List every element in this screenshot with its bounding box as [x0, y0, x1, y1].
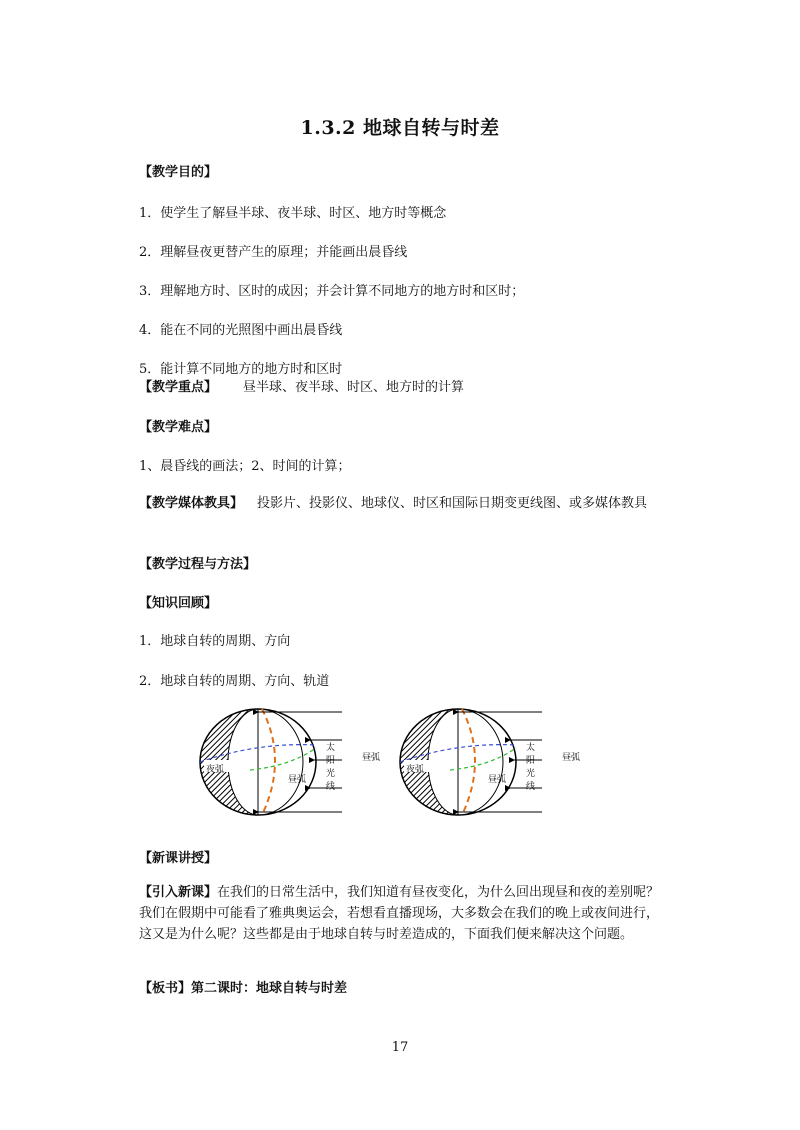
review-item: 2．地球自转的周期、方向、轨道	[139, 674, 330, 689]
goal-item: 4．能在不同的光照图中画出晨昏线	[139, 323, 343, 338]
day-arc-label-inner: 昼弧	[488, 775, 507, 785]
heading-difficulty: 【教学难点】	[139, 420, 218, 435]
intro-paragraph	[139, 882, 669, 945]
night-arc-label: 夜弧	[206, 765, 225, 775]
heading-board: 【板书】	[139, 981, 192, 996]
heading-review: 【知识回顾】	[139, 596, 218, 611]
page-number: 17	[391, 1040, 409, 1055]
night-arc-label: 夜弧	[406, 765, 425, 775]
heading-process: 【教学过程与方法】	[139, 557, 257, 572]
day-arc-label-inner: 昼弧	[288, 775, 307, 785]
heading-focus: 【教学重点】	[139, 380, 218, 395]
goal-item: 5．能计算不同地方的地方时和区时	[139, 362, 343, 377]
goal-item: 3．理解地方时、区时的成因；并会计算不同地方的地方时和区时；	[139, 284, 525, 299]
media-paragraph	[139, 493, 669, 514]
intro-text: 在我们的日常生活中，我们知道有昼夜变化，为什么回出现昼和夜的差别呢？我们在假期中可能看了雅典奥运会，若想看直播现场，大多数会在我们的晚上或夜间进行，这又是为什么呢？这些都是由于地球自转与时差造成的，下面我们便来解决这个问题。	[139, 885, 660, 942]
earth-illumination-figure	[190, 700, 610, 835]
board-line	[139, 977, 347, 996]
goal-item: 2．理解昼夜更替产生的原理；并能画出晨昏线	[139, 245, 408, 260]
heading-intro: 【引入新课】	[139, 885, 218, 900]
sun-rays-label: 太阳光线	[526, 743, 536, 792]
day-arc-label: 昼弧	[562, 753, 581, 763]
heading-new-lesson: 【新课讲授】	[139, 851, 218, 866]
goal-item: 1．使学生了解昼半球、夜半球、时区、地方时等概念	[139, 206, 447, 221]
media-text: 投影片、投影仪、地球仪、时区和国际日期变更线图、或多媒体教具	[257, 496, 648, 511]
page-title: 1.3.2 地球自转与时差	[300, 117, 500, 139]
sun-rays-label: 太阳光线	[326, 743, 336, 792]
focus-text: 昼半球、夜半球、时区、地方时的计算	[243, 380, 465, 395]
heading-media: 【教学媒体教具】	[139, 496, 244, 511]
review-item: 1．地球自转的周期、方向	[139, 634, 291, 649]
day-arc-label: 昼弧	[362, 753, 381, 763]
heading-goals: 【教学目的】	[139, 165, 218, 180]
board-text: 第二课时：地球自转与时差	[191, 981, 348, 996]
difficulty-text: 1、晨昏线的画法；2、时间的计算；	[139, 459, 351, 474]
